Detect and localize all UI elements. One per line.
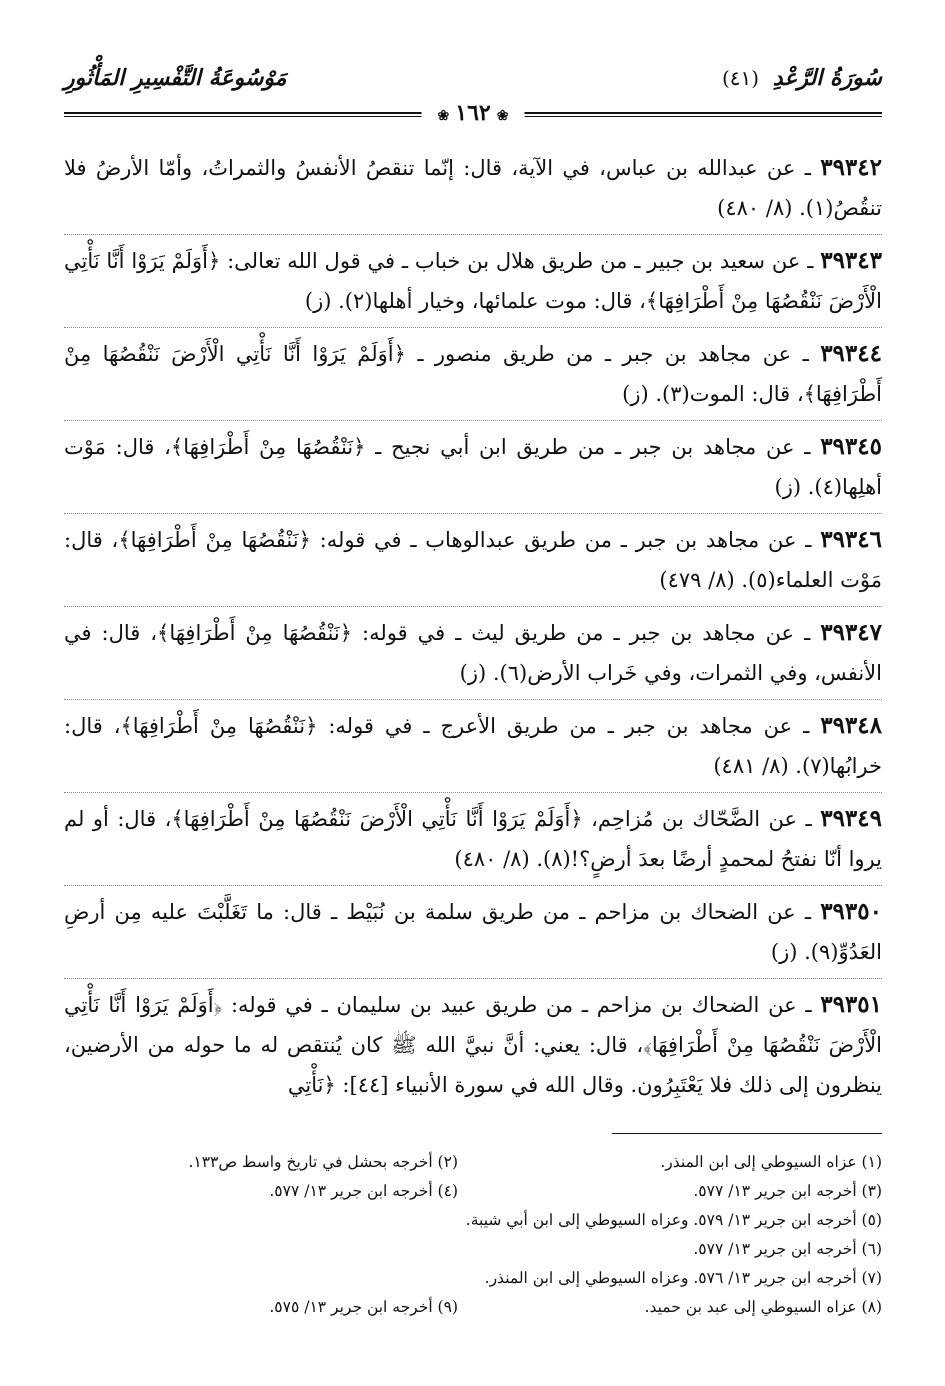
entry-number: ٣٩٣٤٤ <box>820 340 882 367</box>
book-title: مَوْسُوعَةُ التَّفْسِيرِ المَأْثُورِ <box>64 65 287 91</box>
entry-number: ٣٩٣٥١ <box>820 991 882 1018</box>
entry-text: ـ عن سعيد بن جبير ـ من طريق هلال بن خباب ـ في قول الله تعالى: ﴿أَوَلَمْ يَرَوْا أَنَّا نَأْتِي الْأَرْضَ نَنْقُصُهَا مِنْ أَطْرَافِهَا﴾، قال: موت علمائها، وخيار أهلها(٢). (ز) <box>64 249 882 313</box>
entry-number: ٣٩٣٤٥ <box>820 433 882 460</box>
entry-text: ـ عن مجاهد بن جبر ـ من طريق ابن أبي نجيح ـ ﴿نَنْقُصُهَا مِنْ أَطْرَافِهَا﴾، قال: مَوْت أهلِها(٤). (ز) <box>64 435 882 499</box>
entry-number: ٣٩٣٥٠ <box>820 898 882 925</box>
narration-entry <box>64 420 882 513</box>
narration-entry <box>64 885 882 978</box>
header-rule <box>64 100 882 126</box>
narration-entry <box>64 978 882 1111</box>
footnote: (٦) أخرجه ابن جرير ١٣/ ٥٧٧. <box>693 1240 882 1258</box>
entry-number: ٣٩٣٤٣ <box>820 247 882 274</box>
footnote-separator <box>64 1133 882 1134</box>
surah-title: سُورَةُ الرَّعْدِ <box>772 65 882 91</box>
entry-text: ـ عن مجاهد بن جبر ـ من طريق الأعرج ـ في قوله: ﴿نَنْقُصُهَا مِنْ أَطْرَافِهَا﴾، قال: خرابُها(٧). (٨/ ٤٨١) <box>64 714 882 778</box>
entry-text: ـ عن الضحاك بن مزاحم ـ من طريق سلمة بن نُبَيْط ـ قال: ما تَغَلَّبْتَ عليه مِن أرضِ العَدُوِّ(٩). (ز) <box>64 900 882 964</box>
surah-number: (٤١) <box>721 66 760 90</box>
page-number-box <box>422 100 525 129</box>
narration-entry <box>64 142 882 234</box>
footnotes <box>64 1148 882 1322</box>
footnote: (٨) عزاه السيوطي إلى عبد بن حميد. <box>644 1298 882 1316</box>
footnote: (٧) أخرجه ابن جرير ١٣/ ٥٧٦. وعزاه السيوطي إلى ابن المنذر. <box>484 1269 882 1287</box>
narration-entry <box>64 606 882 699</box>
entry-text: ـ عن مجاهد بن جبر ـ من طريق ليث ـ في قوله: ﴿نَنْقُصُهَا مِنْ أَطْرَافِهَا﴾، قال: في الأنفس، وفي الثمرات، وفي خَراب الأرض(٦). (ز) <box>64 621 882 685</box>
ornament-icon: ❀ <box>496 108 509 124</box>
footnote: (٢) أخرجه بحشل في تاريخ واسط ص١٣٣. <box>188 1153 458 1171</box>
entry-number: ٣٩٣٤٧ <box>820 619 882 646</box>
entries-list <box>64 142 882 1111</box>
page-number: ١٦٢ <box>455 100 491 126</box>
narration-entry <box>64 513 882 606</box>
footnote: (٥) أخرجه ابن جرير ١٣/ ٥٧٩. وعزاه السيوطي إلى ابن أبي شيبة. <box>465 1211 882 1229</box>
entry-text: ـ عن مجاهد بن جبر ـ من طريق منصور ـ ﴿أَوَلَمْ يَرَوْا أَنَّا نَأْتِي الْأَرْضَ نَنْقُصُهَا مِنْ أَطْرَافِهَا﴾، قال: الموت(٣). (ز) <box>64 342 882 406</box>
entry-number: ٣٩٣٤٢ <box>820 154 882 181</box>
footnote: (٤) أخرجه ابن جرير ١٣/ ٥٧٧. <box>269 1182 458 1200</box>
ornament-icon: ❀ <box>437 108 450 124</box>
footnote: (٩) أخرجه ابن جرير ١٣/ ٥٧٥. <box>269 1298 458 1316</box>
entry-text: ـ عن مجاهد بن جبر ـ من طريق عبدالوهاب ـ في قوله: ﴿نَنْقُصُهَا مِنْ أَطْرَافِهَا﴾، قال: مَوْت العلماء(٥). (٨/ ٤٧٩) <box>64 528 882 592</box>
surah-heading <box>722 65 882 91</box>
narration-entry <box>64 699 882 792</box>
entry-text: ـ عن الضَّحّاك بن مُزاحِم، ﴿أَوَلَمْ يَرَوْا أَنَّا نَأْتِي الْأَرْضَ نَنْقُصُهَا مِنْ أَطْرَافِهَا﴾، قال: أو لم يروا أنّا نفتحُ لمحمدٍ أرضًا بعدَ أرضٍ؟!(٨). (٨/ ٤٨٠) <box>64 807 882 871</box>
book-page <box>64 58 882 1322</box>
narration-entry <box>64 327 882 420</box>
running-head <box>64 58 882 98</box>
footnote: (١) عزاه السيوطي إلى ابن المنذر. <box>660 1153 882 1171</box>
entry-number: ٣٩٣٤٦ <box>820 526 882 553</box>
entry-number: ٣٩٣٤٨ <box>820 712 882 739</box>
narration-entry <box>64 234 882 327</box>
narration-entry <box>64 792 882 885</box>
entry-text: ـ عن الضحاك بن مزاحم ـ من طريق عبيد بن سليمان ـ في قوله: ﴿أَوَلَمْ يَرَوْا أَنَّا نَأْتِي الْأَرْضَ نَنْقُصُهَا مِنْ أَطْرَافِهَا﴾، قال: يعني: أنَّ نبيَّ الله ﷺ كان يُنتقص له ما حوله من الأرضين، ينظرون إلى ذلك فلا يَعْتَبِرُون. وقال الله في سورة الأنبياء [٤٤]: ﴿نَأْتِي <box>64 993 882 1097</box>
footnote: (٣) أخرجه ابن جرير ١٣/ ٥٧٧. <box>693 1182 882 1200</box>
entry-text: ـ عن عبدالله بن عباس، في الآية، قال: إنّما تنقصُ الأنفسُ والثمراتُ، وأمّا الأرضُ فلا تنقُصُ(١). (٨/ ٤٨٠) <box>64 156 882 220</box>
entry-number: ٣٩٣٤٩ <box>820 805 882 832</box>
